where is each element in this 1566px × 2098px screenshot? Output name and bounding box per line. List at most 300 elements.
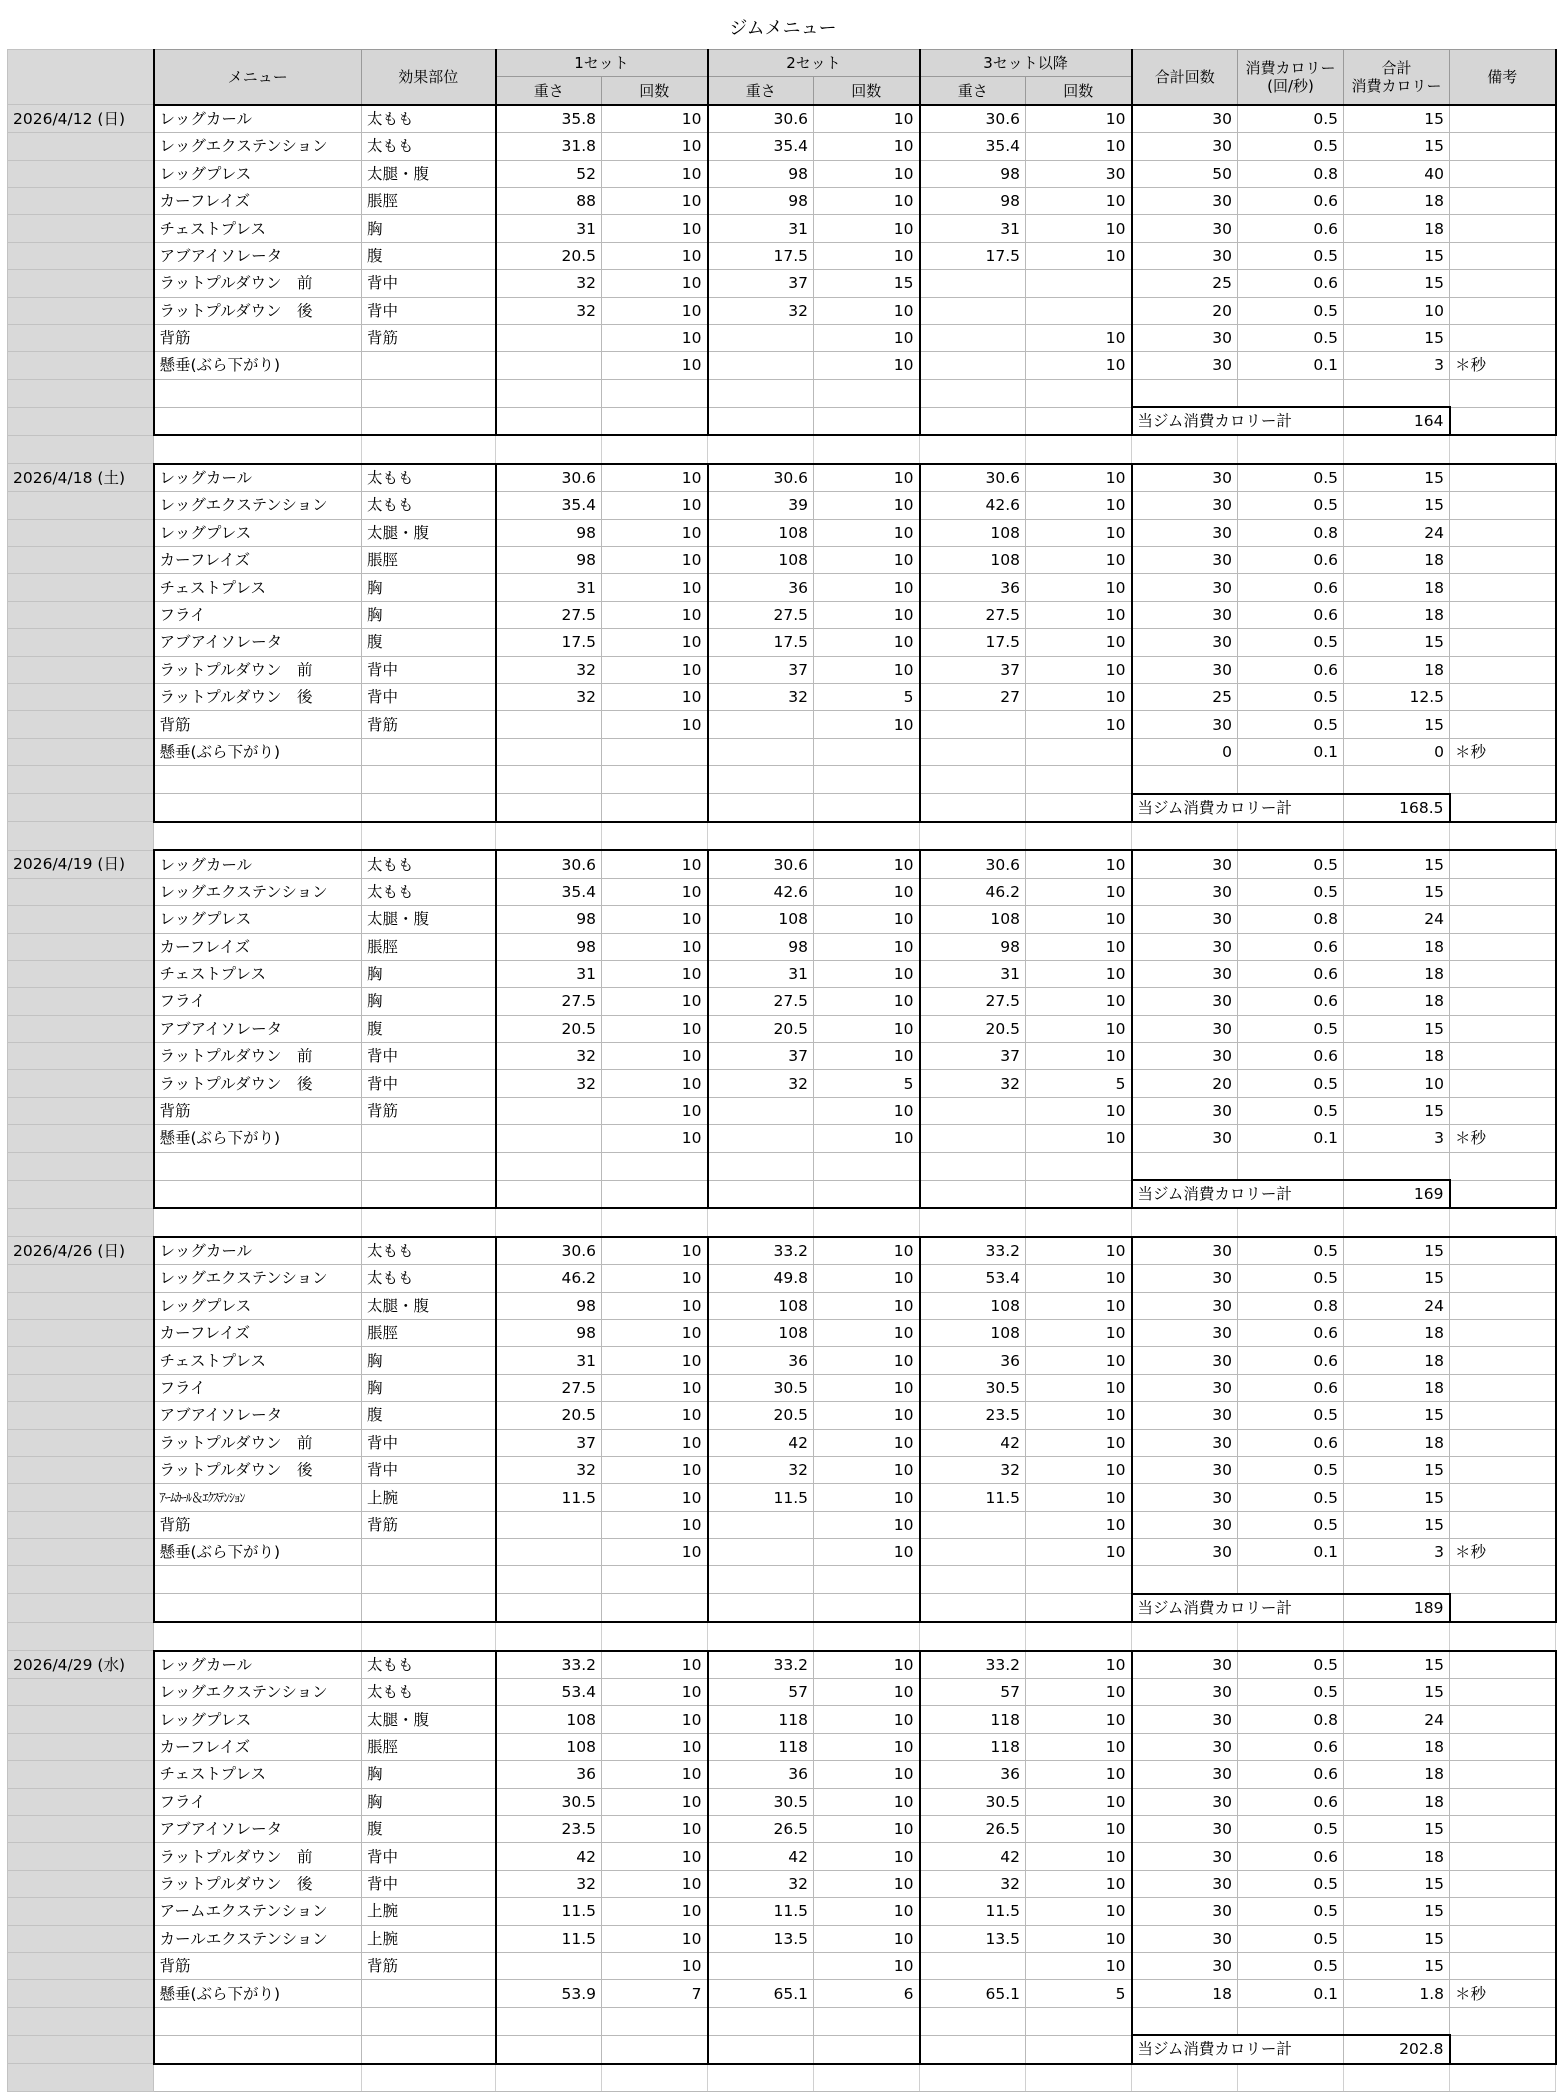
empty-cell [708, 794, 814, 822]
empty-cell [1132, 1152, 1238, 1180]
kcal-rate-cell: 0.1 [1238, 738, 1344, 765]
set3-weight-cell: 27.5 [920, 988, 1026, 1015]
table-row [8, 933, 1556, 960]
kcal-rate-cell: 0.5 [1238, 683, 1344, 710]
note-cell [1450, 242, 1556, 269]
date-column-cell [8, 1456, 154, 1483]
set2-reps-cell: 10 [814, 1898, 920, 1925]
total-reps-cell: 18 [1132, 1980, 1238, 2007]
date-column-cell [8, 1761, 154, 1788]
total-kcal-cell: 15 [1344, 878, 1450, 905]
menu-cell: カーフレイズ [154, 187, 362, 214]
table-row [8, 297, 1556, 324]
menu-cell: レッグエクステンション [154, 133, 362, 160]
menu-cell: ラットプルダウン 前 [154, 1429, 362, 1456]
spacer-row [8, 379, 1556, 407]
set3-reps-cell: 10 [1026, 1870, 1132, 1897]
kcal-rate-cell: 0.8 [1238, 1706, 1344, 1733]
set1-weight-cell: 32 [496, 1456, 602, 1483]
empty-cell [920, 766, 1026, 794]
set3-reps-cell: 10 [1026, 1733, 1132, 1760]
kcal-rate-cell: 0.1 [1238, 352, 1344, 379]
date-column-cell [8, 1347, 154, 1374]
menu-cell: レッグエクステンション [154, 878, 362, 905]
set2-reps-cell: 10 [814, 242, 920, 269]
set2-weight-cell: 108 [708, 906, 814, 933]
empty-cell [362, 435, 496, 463]
note-cell [1450, 1456, 1556, 1483]
date-column-cell [8, 1429, 154, 1456]
menu-cell: フライ [154, 601, 362, 628]
set1-reps-cell: 10 [602, 601, 708, 628]
set1-reps-cell: 10 [602, 1925, 708, 1952]
table-row [8, 1843, 1556, 1870]
total-kcal-cell: 18 [1344, 215, 1450, 242]
set1-weight-cell: 98 [496, 519, 602, 546]
date-column-cell [8, 933, 154, 960]
set2-weight-cell: 37 [708, 270, 814, 297]
set3-reps-cell: 10 [1026, 988, 1132, 1015]
session-total-label: 当ジム消費カロリー計 [1132, 1180, 1344, 1208]
set2-weight-cell: 108 [708, 519, 814, 546]
header-kcal-rate-line1: 消費カロリー [1245, 58, 1336, 77]
part-cell: 腹 [362, 242, 496, 269]
set3-weight-cell: 31 [920, 960, 1026, 987]
set1-weight-cell: 35.8 [496, 105, 602, 133]
set2-weight-cell: 30.6 [708, 850, 814, 878]
date-column-cell [8, 1594, 154, 1622]
date-column-cell [8, 1402, 154, 1429]
date-column-cell [8, 1484, 154, 1511]
date-column-cell [8, 1925, 154, 1952]
menu-cell: アブアイソレータ [154, 242, 362, 269]
set3-weight-cell: 11.5 [920, 1484, 1026, 1511]
set3-reps-cell: 10 [1026, 1484, 1132, 1511]
set1-reps-cell: 10 [602, 574, 708, 601]
kcal-rate-cell: 0.5 [1238, 850, 1344, 878]
date-column-cell [8, 215, 154, 242]
set3-weight-cell [920, 1952, 1026, 1979]
note-cell [1450, 933, 1556, 960]
empty-cell [1450, 379, 1556, 407]
table-row [8, 492, 1556, 519]
set1-weight-cell: 31.8 [496, 133, 602, 160]
table-row [8, 988, 1556, 1015]
set2-reps-cell: 10 [814, 1733, 920, 1760]
date-column-cell [8, 1679, 154, 1706]
set2-reps-cell: 10 [814, 1319, 920, 1346]
set3-reps-cell: 10 [1026, 1097, 1132, 1124]
gap-row [8, 1622, 1556, 1650]
empty-cell [154, 794, 362, 822]
set3-reps-cell [1026, 297, 1132, 324]
menu-cell: ラットプルダウン 前 [154, 1843, 362, 1870]
total-kcal-cell: 15 [1344, 711, 1450, 738]
set1-weight-cell: 32 [496, 683, 602, 710]
set3-weight-cell: 20.5 [920, 1015, 1026, 1042]
set3-reps-cell: 10 [1026, 878, 1132, 905]
date-column-cell [8, 766, 154, 794]
note-cell [1450, 1319, 1556, 1346]
table-row [8, 1070, 1556, 1097]
part-cell: 胸 [362, 601, 496, 628]
set2-weight-cell: 27.5 [708, 601, 814, 628]
empty-cell [602, 1566, 708, 1594]
empty-cell [1450, 794, 1556, 822]
part-cell: 背中 [362, 270, 496, 297]
note-cell: ＊秒 [1450, 1539, 1556, 1566]
set2-reps-cell: 10 [814, 547, 920, 574]
set1-weight-cell: 98 [496, 547, 602, 574]
set2-reps-cell: 10 [814, 352, 920, 379]
set3-weight-cell: 31 [920, 215, 1026, 242]
set3-reps-cell: 10 [1026, 187, 1132, 214]
table-row [8, 1816, 1556, 1843]
set3-weight-cell: 35.4 [920, 133, 1026, 160]
set1-weight-cell [496, 1511, 602, 1538]
total-reps-cell: 30 [1132, 1651, 1238, 1679]
set3-weight-cell: 30.6 [920, 850, 1026, 878]
set2-reps-cell: 10 [814, 1429, 920, 1456]
set3-weight-cell: 46.2 [920, 878, 1026, 905]
set1-weight-cell: 20.5 [496, 242, 602, 269]
set3-weight-cell: 17.5 [920, 242, 1026, 269]
set1-reps-cell: 10 [602, 711, 708, 738]
set1-reps-cell: 10 [602, 1125, 708, 1152]
empty-cell [154, 1594, 362, 1622]
date-column-cell [8, 297, 154, 324]
empty-cell [1344, 1566, 1450, 1594]
total-kcal-cell: 18 [1344, 1319, 1450, 1346]
total-reps-cell: 30 [1132, 1843, 1238, 1870]
set1-weight-cell: 30.5 [496, 1788, 602, 1815]
empty-cell [1344, 822, 1450, 850]
set2-weight-cell: 32 [708, 1070, 814, 1097]
kcal-rate-cell: 0.5 [1238, 492, 1344, 519]
header-note: 備考 [1450, 50, 1556, 105]
set3-reps-cell: 10 [1026, 1265, 1132, 1292]
set1-weight-cell: 27.5 [496, 988, 602, 1015]
set2-weight-cell: 30.6 [708, 464, 814, 492]
set1-weight-cell: 23.5 [496, 1816, 602, 1843]
menu-cell: カーフレイズ [154, 547, 362, 574]
set2-reps-cell: 10 [814, 1952, 920, 1979]
total-kcal-cell: 18 [1344, 1733, 1450, 1760]
total-reps-cell: 30 [1132, 601, 1238, 628]
session-date: 2026/4/18 (土) [8, 464, 154, 492]
note-cell [1450, 1097, 1556, 1124]
empty-cell [708, 822, 814, 850]
menu-cell: ラットプルダウン 後 [154, 1456, 362, 1483]
set2-reps-cell: 10 [814, 711, 920, 738]
total-reps-cell: 30 [1132, 1679, 1238, 1706]
set3-weight-cell: 42 [920, 1429, 1026, 1456]
set1-reps-cell: 10 [602, 1679, 708, 1706]
menu-cell: フライ [154, 1374, 362, 1401]
menu-cell: レッグプレス [154, 906, 362, 933]
table-row [8, 1925, 1556, 1952]
empty-cell [708, 407, 814, 435]
date-column-cell [8, 133, 154, 160]
empty-cell [1132, 2064, 1238, 2092]
table-row [8, 1456, 1556, 1483]
set2-reps-cell: 15 [814, 270, 920, 297]
set2-reps-cell: 10 [814, 1292, 920, 1319]
date-column-cell [8, 1319, 154, 1346]
set2-reps-cell: 10 [814, 105, 920, 133]
set1-weight-cell: 20.5 [496, 1402, 602, 1429]
set2-weight-cell: 33.2 [708, 1237, 814, 1265]
part-cell [362, 1125, 496, 1152]
menu-cell: レッグエクステンション [154, 1265, 362, 1292]
set3-weight-cell: 108 [920, 547, 1026, 574]
kcal-rate-cell: 0.5 [1238, 1402, 1344, 1429]
set2-weight-cell: 36 [708, 1761, 814, 1788]
set1-weight-cell: 52 [496, 160, 602, 187]
part-cell: 背筋 [362, 711, 496, 738]
kcal-rate-cell: 0.6 [1238, 1374, 1344, 1401]
set2-reps-cell: 10 [814, 1097, 920, 1124]
table-row [8, 519, 1556, 546]
date-column-cell [8, 2064, 154, 2092]
set1-weight-cell: 30.6 [496, 850, 602, 878]
kcal-rate-cell: 0.6 [1238, 187, 1344, 214]
set1-reps-cell: 10 [602, 270, 708, 297]
part-cell: 胸 [362, 960, 496, 987]
set3-reps-cell: 10 [1026, 1015, 1132, 1042]
header-total-kcal-line1: 合計 [1381, 58, 1412, 77]
table-row [8, 1733, 1556, 1760]
set1-reps-cell: 10 [602, 1484, 708, 1511]
note-cell [1450, 215, 1556, 242]
part-cell [362, 352, 496, 379]
total-reps-cell: 30 [1132, 1925, 1238, 1952]
table-row [8, 1097, 1556, 1124]
set2-weight-cell [708, 1511, 814, 1538]
empty-cell [920, 2064, 1026, 2092]
total-kcal-cell: 15 [1344, 1456, 1450, 1483]
empty-cell [496, 794, 602, 822]
total-reps-cell: 30 [1132, 1706, 1238, 1733]
empty-cell [708, 2035, 814, 2063]
set2-weight-cell [708, 324, 814, 351]
empty-cell [708, 2064, 814, 2092]
empty-cell [920, 1566, 1026, 1594]
total-reps-cell: 50 [1132, 160, 1238, 187]
empty-cell [496, 435, 602, 463]
session-date: 2026/4/19 (日) [8, 850, 154, 878]
set3-weight-cell [920, 1539, 1026, 1566]
empty-cell [1026, 1152, 1132, 1180]
empty-cell [920, 435, 1026, 463]
set3-reps-cell: 10 [1026, 352, 1132, 379]
menu-cell: レッグエクステンション [154, 1679, 362, 1706]
empty-cell [1132, 1208, 1238, 1236]
set3-reps-cell: 10 [1026, 1788, 1132, 1815]
total-kcal-cell: 18 [1344, 933, 1450, 960]
set2-reps-cell: 10 [814, 324, 920, 351]
part-cell: 腹 [362, 1015, 496, 1042]
set2-weight-cell: 118 [708, 1733, 814, 1760]
empty-cell [814, 2064, 920, 2092]
date-column-cell [8, 906, 154, 933]
total-reps-cell: 30 [1132, 878, 1238, 905]
set1-weight-cell: 32 [496, 1070, 602, 1097]
empty-cell [362, 766, 496, 794]
part-cell: 太もも [362, 878, 496, 905]
set2-weight-cell: 42.6 [708, 878, 814, 905]
empty-cell [708, 2007, 814, 2035]
total-kcal-cell: 15 [1344, 270, 1450, 297]
total-kcal-cell: 18 [1344, 601, 1450, 628]
menu-cell: 懸垂(ぶら下がり) [154, 1980, 362, 2007]
note-cell [1450, 1070, 1556, 1097]
set2-weight-cell: 32 [708, 683, 814, 710]
set1-weight-cell: 32 [496, 297, 602, 324]
part-cell: 背中 [362, 1456, 496, 1483]
menu-cell: チェストプレス [154, 960, 362, 987]
empty-cell [1026, 2064, 1132, 2092]
empty-cell [496, 1180, 602, 1208]
set3-reps-cell: 10 [1026, 519, 1132, 546]
session-total-label: 当ジム消費カロリー計 [1132, 794, 1344, 822]
date-column-cell [8, 1788, 154, 1815]
header-date-cell [8, 50, 154, 105]
set3-weight-cell: 108 [920, 1292, 1026, 1319]
kcal-rate-cell: 0.8 [1238, 1292, 1344, 1319]
date-column-cell [8, 2007, 154, 2035]
empty-cell [1450, 2064, 1556, 2092]
part-cell: 太腿・腹 [362, 160, 496, 187]
empty-cell [1132, 822, 1238, 850]
set1-weight-cell: 32 [496, 1043, 602, 1070]
part-cell [362, 738, 496, 765]
set3-reps-cell: 10 [1026, 1952, 1132, 1979]
set3-reps-cell: 10 [1026, 1237, 1132, 1265]
total-reps-cell: 30 [1132, 629, 1238, 656]
total-kcal-cell: 18 [1344, 574, 1450, 601]
kcal-rate-cell: 0.6 [1238, 1788, 1344, 1815]
empty-cell [1026, 766, 1132, 794]
set2-reps-cell: 10 [814, 1237, 920, 1265]
part-cell: 太もも [362, 1237, 496, 1265]
empty-cell [1132, 379, 1238, 407]
set3-reps-cell: 10 [1026, 1898, 1132, 1925]
set1-weight-cell [496, 1539, 602, 1566]
part-cell: 背中 [362, 297, 496, 324]
set1-reps-cell: 10 [602, 215, 708, 242]
set3-reps-cell: 10 [1026, 683, 1132, 710]
part-cell: 背中 [362, 1070, 496, 1097]
set1-weight-cell: 31 [496, 960, 602, 987]
empty-cell [920, 2035, 1026, 2063]
set2-reps-cell: 10 [814, 187, 920, 214]
menu-cell: チェストプレス [154, 1761, 362, 1788]
set3-weight-cell: 32 [920, 1070, 1026, 1097]
header-menu: メニュー [154, 50, 362, 105]
set1-weight-cell: 31 [496, 574, 602, 601]
empty-cell [1450, 1152, 1556, 1180]
date-column-cell [8, 1733, 154, 1760]
total-reps-cell: 30 [1132, 519, 1238, 546]
kcal-rate-cell: 0.5 [1238, 1651, 1344, 1679]
session-total-value: 202.8 [1344, 2035, 1450, 2063]
set1-reps-cell: 10 [602, 1788, 708, 1815]
total-kcal-cell: 15 [1344, 1816, 1450, 1843]
empty-cell [154, 1622, 362, 1650]
total-reps-cell: 30 [1132, 988, 1238, 1015]
empty-cell [1026, 435, 1132, 463]
date-column-cell [8, 794, 154, 822]
set3-reps-cell: 10 [1026, 242, 1132, 269]
set2-reps-cell: 10 [814, 1347, 920, 1374]
part-cell: 太もも [362, 464, 496, 492]
set3-weight-cell: 30.6 [920, 464, 1026, 492]
note-cell [1450, 1816, 1556, 1843]
empty-cell [1238, 2007, 1344, 2035]
set3-weight-cell: 98 [920, 187, 1026, 214]
set2-reps-cell: 10 [814, 1043, 920, 1070]
set2-weight-cell: 35.4 [708, 133, 814, 160]
total-kcal-cell: 15 [1344, 133, 1450, 160]
empty-cell [602, 794, 708, 822]
empty-cell [362, 1208, 496, 1236]
menu-cell: 懸垂(ぶら下がり) [154, 738, 362, 765]
spacer-row [8, 2007, 1556, 2035]
kcal-rate-cell: 0.6 [1238, 988, 1344, 1015]
table-row [8, 1761, 1556, 1788]
date-column-cell [8, 435, 154, 463]
empty-cell [1450, 435, 1556, 463]
total-kcal-cell: 18 [1344, 1347, 1450, 1374]
empty-cell [496, 379, 602, 407]
set1-weight-cell: 11.5 [496, 1925, 602, 1952]
total-reps-cell: 30 [1132, 1511, 1238, 1538]
set1-reps-cell: 10 [602, 160, 708, 187]
set1-weight-cell: 31 [496, 215, 602, 242]
set1-reps-cell: 10 [602, 1374, 708, 1401]
date-column-cell [8, 352, 154, 379]
header-kcal-rate-line2: (回/秒) [1267, 76, 1314, 95]
set2-weight-cell: 42 [708, 1429, 814, 1456]
total-reps-cell: 30 [1132, 1015, 1238, 1042]
kcal-rate-cell: 0.5 [1238, 1870, 1344, 1897]
kcal-rate-cell: 0.5 [1238, 1070, 1344, 1097]
kcal-rate-cell: 0.5 [1238, 711, 1344, 738]
total-kcal-cell: 10 [1344, 1070, 1450, 1097]
total-reps-cell: 30 [1132, 1952, 1238, 1979]
date-column-cell [8, 324, 154, 351]
empty-cell [814, 1180, 920, 1208]
set2-reps-cell: 10 [814, 960, 920, 987]
set3-reps-cell: 5 [1026, 1980, 1132, 2007]
note-cell [1450, 1898, 1556, 1925]
empty-cell [154, 1208, 362, 1236]
set1-reps-cell: 7 [602, 1980, 708, 2007]
set3-reps-cell: 10 [1026, 1456, 1132, 1483]
total-reps-cell: 0 [1132, 738, 1238, 765]
empty-cell [1026, 794, 1132, 822]
set3-weight-cell: 26.5 [920, 1816, 1026, 1843]
set2-weight-cell: 98 [708, 160, 814, 187]
date-column-cell [8, 547, 154, 574]
spacer-row [8, 1566, 1556, 1594]
set3-reps-cell: 10 [1026, 1374, 1132, 1401]
total-kcal-cell: 15 [1344, 1651, 1450, 1679]
session-total-value: 189 [1344, 1594, 1450, 1622]
set3-reps-cell: 10 [1026, 960, 1132, 987]
empty-cell [496, 1208, 602, 1236]
